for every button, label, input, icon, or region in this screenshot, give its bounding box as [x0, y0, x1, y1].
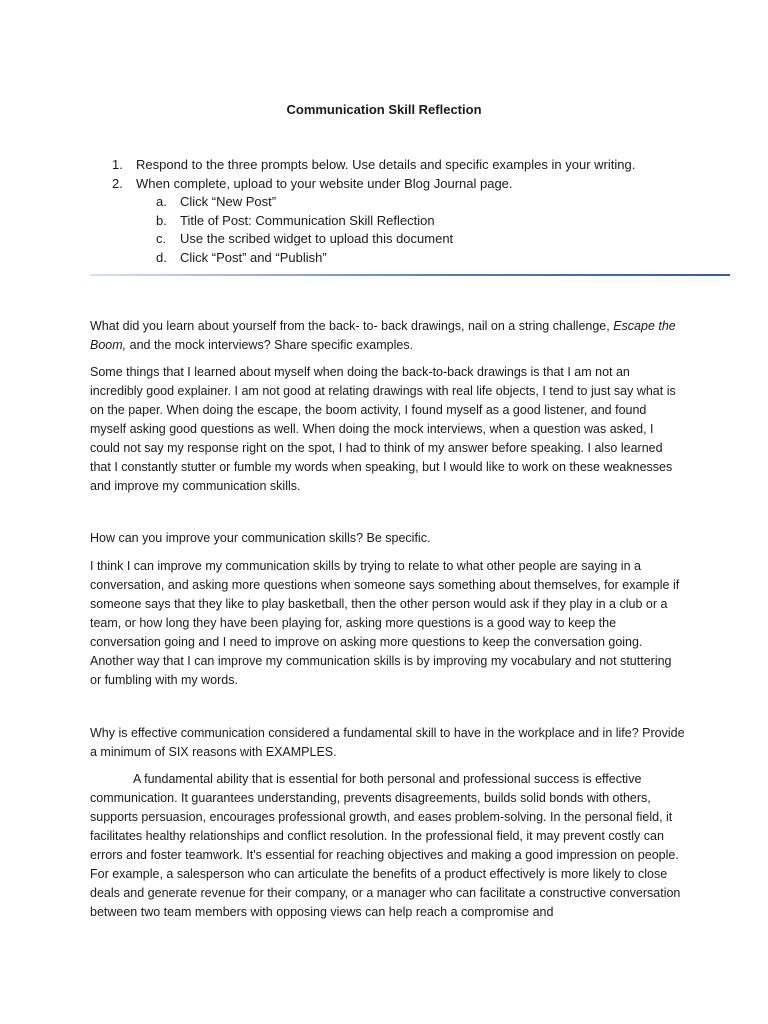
question-3: Why is effective communication considered a fundamental skill to have in the workplace and in life? Provide a minimum of SIX reasons with EXAMPLES.	[90, 725, 685, 759]
sub-step-letter: d.	[156, 249, 167, 265]
document-title: Communication Skill Reflection	[286, 102, 482, 117]
sub-step-text: Click “Post” and “Publish”	[180, 249, 327, 265]
sub-step-letter: b.	[156, 212, 167, 228]
question-1-text-end: and the mock interviews? Share specific examples.	[126, 337, 414, 352]
sub-step-item	[112, 230, 712, 249]
sub-step-letter: a.	[156, 194, 167, 209]
instructions-list	[112, 156, 712, 267]
answer-3: A fundamental ability that is essential for both personal and professional success is effective communication. It guarantees understanding, prevents disagreements, builds solid bonds with others, supports persuasion, encourages professional growth, and eases problem-solving. In the personal field, it facilitates healthy relationships and conflict resolution. In the professional field, it may prevent costly can errors and foster teamwork. It's essential for reaching objectives and making a good impression on people. For example, a salesperson who can articulate the benefits of a product effectively is more likely to close deals and generate revenue for their company, or a manager who can facilitate a constructive conversation between two team members with opposing views can help reach a compromise and	[90, 771, 681, 919]
question-2: How can you improve your communication skills? Be specific.	[90, 530, 431, 545]
question-1	[90, 317, 685, 355]
instruction-text: When complete, upload to your website under Blog Journal page.	[136, 175, 513, 191]
sub-step-letter: c.	[156, 231, 167, 246]
answer-1: Some things that I learned about myself when doing the back-to-back drawings is that I am not an incredibly good explainer. I am not good at relating drawings with real life objects, I tend to just say what is on the paper. When doing the escape, the boom activity, I found myself as a good listener, and found myself asking good questions as well. When doing the mock interviews, when a question was asked, I could not say my response right on the spot, I had to think of my answer before speaking. I also learned that I constantly stutter or fumble my words when speaking, but I would like to work on these weaknesses and improve my communication skills.	[90, 364, 676, 493]
sub-step-text: Title of Post: Communication Skill Reflection	[180, 212, 435, 228]
horizontal-divider	[90, 274, 730, 276]
answer-2: I think I can improve my communication skills by trying to relate to what other people are saying in a conversation, and asking more questions when someone says something about themselves, for example if someone says that they like to play basketball, then the other person would ask if they play in a club or a team, or how long they have been playing for, asking more questions is a good way to keep the conversation going and I need to improve on asking more questions to keep the conversation going. Another way that I can improve my communication skills is by improving my vocabulary and not stuttering or fumbling with my words.	[90, 558, 680, 687]
question-1-italic: Escape the Boom,	[90, 318, 676, 352]
sub-step-item	[112, 193, 712, 212]
sub-step-item	[112, 249, 712, 268]
instruction-number: 1.	[112, 157, 123, 172]
sub-step-item	[112, 212, 712, 231]
instruction-number: 2.	[112, 175, 123, 191]
question-1-text: What did you learn about yourself from the back- to- back drawings, nail on a string challenge,	[90, 318, 614, 333]
instruction-text: Respond to the three prompts below. Use details and specific examples in your writing.	[136, 157, 636, 172]
instruction-item	[112, 175, 712, 194]
sub-step-text: Click “New Post”	[180, 194, 277, 209]
sub-step-text: Use the scribed widget to upload this document	[180, 231, 454, 246]
instruction-item	[112, 156, 712, 175]
